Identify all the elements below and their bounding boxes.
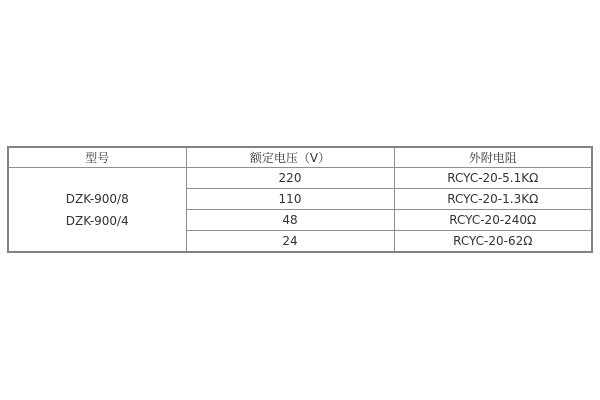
resistance-cell: RCYC-20-62Ω	[394, 231, 592, 253]
header-row	[8, 147, 592, 168]
voltage-cell: 220	[186, 168, 394, 189]
voltage-cell: 110	[186, 189, 394, 210]
header-voltage: 额定电压（V）	[186, 147, 394, 168]
header-model: 型号	[8, 147, 186, 168]
spec-table	[7, 146, 593, 253]
model-cell	[8, 168, 186, 253]
voltage-cell: 24	[186, 231, 394, 253]
resistance-cell: RCYC-20-1.3KΩ	[394, 189, 592, 210]
model-line-1: DZK-900/8	[65, 191, 129, 206]
table-row	[8, 168, 592, 189]
model-line-2: DZK-900/4	[65, 213, 129, 228]
voltage-cell: 48	[186, 210, 394, 231]
resistance-cell: RCYC-20-5.1KΩ	[394, 168, 592, 189]
resistance-cell: RCYC-20-240Ω	[394, 210, 592, 231]
header-resistance: 外附电阻	[394, 147, 592, 168]
